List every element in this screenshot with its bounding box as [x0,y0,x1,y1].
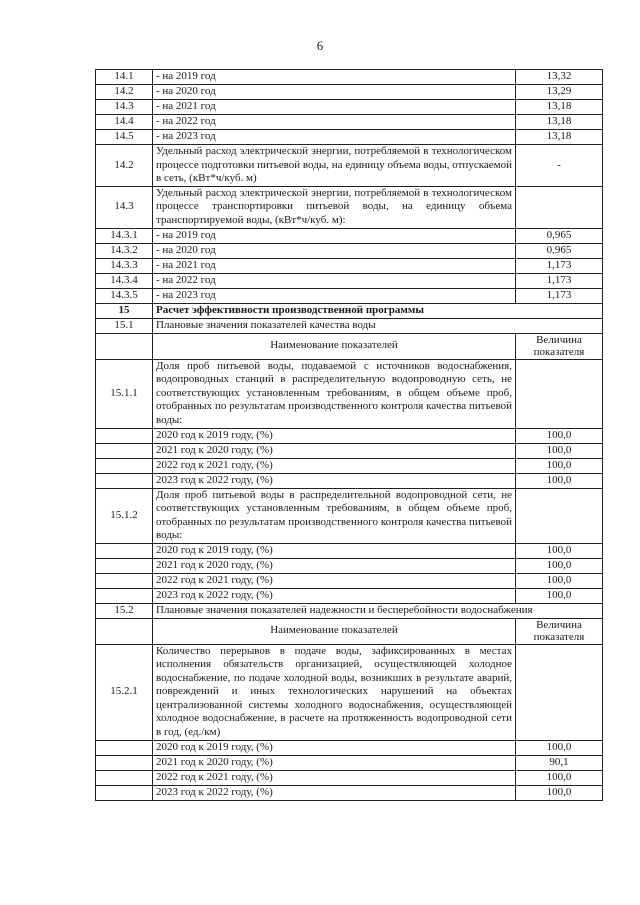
row-value: 100,0 [516,740,603,755]
row-number: 14.2 [96,145,153,187]
row-number [96,333,153,359]
table-row [96,243,603,258]
row-number: 14.3.4 [96,273,153,288]
row-name: - на 2021 год [153,100,516,115]
row-number [96,785,153,800]
row-value: 100,0 [516,428,603,443]
table-row [96,473,603,488]
row-name: - на 2019 год [153,228,516,243]
row-number [96,573,153,588]
table-row [96,770,603,785]
header-row [96,333,603,359]
table-row [96,644,603,740]
row-value: 100,0 [516,558,603,573]
subsection-title: Плановые значения показателей надежности и бесперебойности водоснабжения [153,603,603,618]
row-number: 14.4 [96,115,153,130]
subsection-row [96,603,603,618]
row-value [516,488,603,543]
row-name: 2020 год к 2019 году, (%) [153,740,516,755]
section-title: Расчет эффективности производственной программы [153,303,603,318]
row-number: 14.3.5 [96,288,153,303]
row-value: 100,0 [516,588,603,603]
table-row [96,186,603,228]
row-value [516,644,603,740]
table-row [96,785,603,800]
row-name: 2023 год к 2022 году, (%) [153,473,516,488]
row-value: 0,965 [516,243,603,258]
table-row [96,588,603,603]
table-row [96,100,603,115]
row-name: - на 2019 год [153,70,516,85]
row-value: 100,0 [516,443,603,458]
column-header-name: Наименование показателей [153,333,516,359]
row-name: 2022 год к 2021 году, (%) [153,573,516,588]
table-row [96,488,603,543]
row-name: - на 2021 год [153,258,516,273]
row-number [96,588,153,603]
row-name: 2021 год к 2020 году, (%) [153,755,516,770]
table-row [96,115,603,130]
row-value [516,359,603,428]
row-value: 100,0 [516,458,603,473]
table-row [96,273,603,288]
row-number: 14.2 [96,85,153,100]
table-row [96,428,603,443]
row-number: 15.1.2 [96,488,153,543]
table-row [96,443,603,458]
row-name: Удельный расход электрической энергии, потребляемой в технологическом процессе транспортировки питьевой воды, на единицу объема транспортируемой воды, (кВт*ч/куб. м): [153,186,516,228]
table-row [96,740,603,755]
row-number: 15.2.1 [96,644,153,740]
row-number: 15.1.1 [96,359,153,428]
row-name: Доля проб питьевой воды, подаваемой с источников водоснабжения, водопроводных станций в распределительную водопроводную сеть, не соответствующих установленным требованиям, в общем объеме проб, отобранных по результатам производственного контроля качества питьевой воды: [153,359,516,428]
row-name: Количество перерывов в подаче воды, зафиксированных в местах исполнения обязательств организацией, осуществляющей холодное водоснабжение, по подаче холодной воды, возникших в результате аварий, повреждений и иных технологических нарушений на объектах централизованной системы холодного водоснабжения, осуществляющей холодное водоснабжение, в расчете на протяженность водопроводной сети в год, (ед./км) [153,644,516,740]
table-row [96,70,603,85]
row-name: 2020 год к 2019 году, (%) [153,543,516,558]
section-row [96,303,603,318]
row-number [96,618,153,644]
row-name: - на 2020 год [153,85,516,100]
row-name: 2023 год к 2022 году, (%) [153,785,516,800]
row-value: 90,1 [516,755,603,770]
indicators-table [95,69,603,801]
row-name: - на 2022 год [153,273,516,288]
row-name: 2021 год к 2020 году, (%) [153,558,516,573]
row-value: 1,173 [516,273,603,288]
row-number [96,458,153,473]
page-number: 6 [316,38,324,53]
row-value: 13,18 [516,115,603,130]
subsection-number: 15.2 [96,603,153,618]
row-number [96,543,153,558]
row-number [96,740,153,755]
row-name: 2022 год к 2021 году, (%) [153,770,516,785]
row-name: 2023 год к 2022 году, (%) [153,588,516,603]
row-number [96,428,153,443]
row-number [96,473,153,488]
row-value: 1,173 [516,258,603,273]
row-number [96,755,153,770]
row-name: - на 2020 год [153,243,516,258]
table-row [96,573,603,588]
row-number [96,770,153,785]
column-header-value: Величина показателя [516,333,603,359]
row-value: 13,32 [516,70,603,85]
row-name: 2022 год к 2021 году, (%) [153,458,516,473]
row-value: 100,0 [516,473,603,488]
row-value: 1,173 [516,288,603,303]
row-value: 13,18 [516,100,603,115]
row-value: 100,0 [516,543,603,558]
row-name: - на 2023 год [153,288,516,303]
subsection-title: Плановые значения показателей качества воды [153,318,603,333]
table-row [96,755,603,770]
row-number: 14.3 [96,186,153,228]
column-header-name: Наименование показателей [153,618,516,644]
row-name: - на 2022 год [153,115,516,130]
row-number: 14.3.3 [96,258,153,273]
row-name: 2020 год к 2019 году, (%) [153,428,516,443]
row-value: - [516,145,603,187]
row-value: 100,0 [516,770,603,785]
table-row [96,288,603,303]
row-name: Доля проб питьевой воды в распределительной водопроводной сети, не соответствующих установленным требованиям, в общем объеме проб, отобранных по результатам производственного контроля качества питьевой воды: [153,488,516,543]
table-row [96,228,603,243]
row-value: 13,18 [516,130,603,145]
row-name: Удельный расход электрической энергии, потребляемой в технологическом процессе подготовки питьевой воды, на единицу объема воды, отпускаемой в сеть, (кВт*ч/куб. м) [153,145,516,187]
row-number: 14.3.1 [96,228,153,243]
row-number: 14.1 [96,70,153,85]
row-number: 14.5 [96,130,153,145]
table-row [96,258,603,273]
table-row [96,85,603,100]
column-header-value: Величина показателя [516,618,603,644]
row-value: 0,965 [516,228,603,243]
table-row [96,458,603,473]
table-row [96,543,603,558]
row-value: 100,0 [516,573,603,588]
row-name: 2021 год к 2020 году, (%) [153,443,516,458]
row-number [96,443,153,458]
row-value: 13,29 [516,85,603,100]
row-name: - на 2023 год [153,130,516,145]
subsection-row [96,318,603,333]
row-number: 14.3.2 [96,243,153,258]
subsection-number: 15.1 [96,318,153,333]
table-row [96,145,603,187]
header-row [96,618,603,644]
table-row [96,359,603,428]
row-value: 100,0 [516,785,603,800]
row-value [516,186,603,228]
table-row [96,558,603,573]
table-row [96,130,603,145]
section-number: 15 [96,303,153,318]
row-number: 14.3 [96,100,153,115]
row-number [96,558,153,573]
